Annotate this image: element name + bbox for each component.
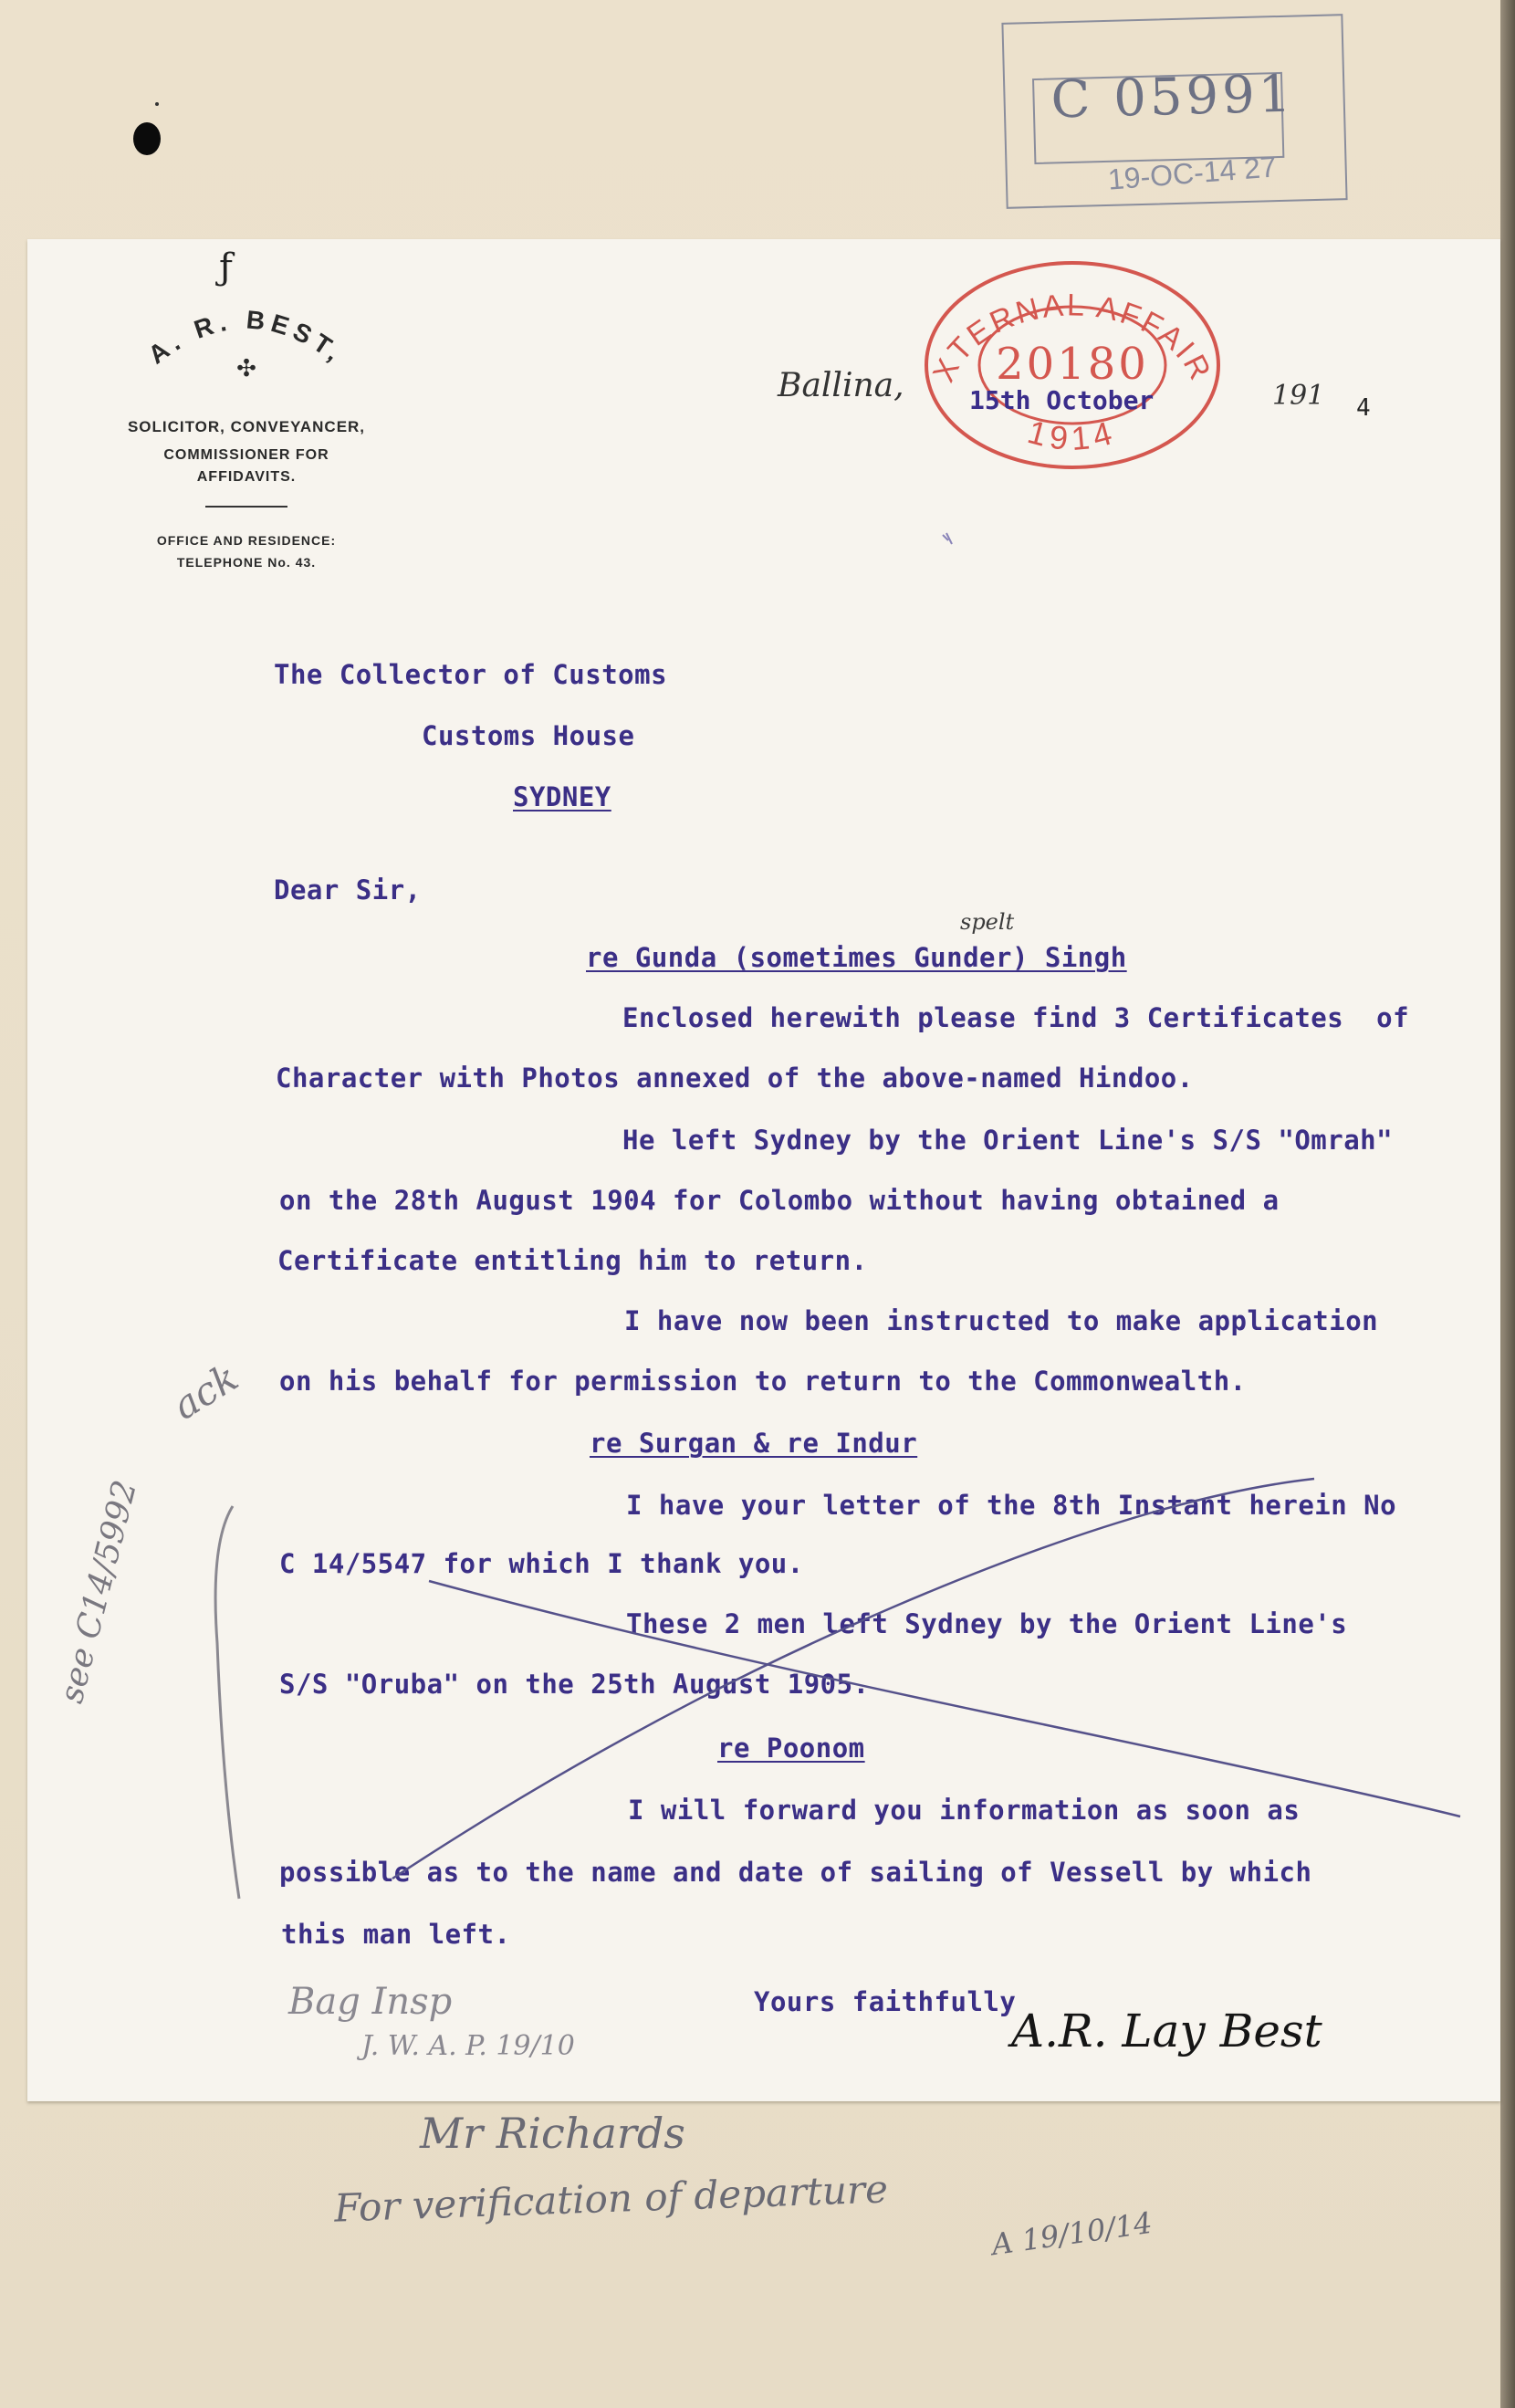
s1-para1-line2: Character with Photos annexed of the above-named Hindoo. xyxy=(276,1063,1194,1094)
salutation: Dear Sir, xyxy=(274,874,422,906)
heading-poonom: re Poonom xyxy=(717,1733,865,1764)
s2-para1-line2: C 14/5547 for which I thank you. xyxy=(279,1548,804,1579)
dateline-year-printed: 191 xyxy=(1272,380,1325,412)
dateline-year-typed: 4 xyxy=(1356,394,1371,422)
letterhead-line-2: COMMISSIONER FOR xyxy=(163,447,329,463)
address-line-3: SYDNEY xyxy=(513,781,611,812)
letterhead-line-3: AFFIDAVITS. xyxy=(196,469,297,485)
s3-para1-line3: this man left. xyxy=(281,1919,511,1950)
insert-spelt: spelt xyxy=(960,909,1015,935)
ea-stamp-number: 20180 xyxy=(996,339,1149,390)
ea-stamp-top: XTERNAL AFFAIR xyxy=(925,288,1219,388)
address-line-1: The Collector of Customs xyxy=(274,659,668,690)
registry-date: 19-OC-14 27 xyxy=(1106,150,1278,196)
letterhead-line-4: OFFICE AND RESIDENCE: xyxy=(156,533,337,548)
s2-para2-line2: S/S "Oruba" on the 25th August 1905. xyxy=(279,1669,870,1700)
s3-para1-line2: possible as to the name and date of sailing of Vessell by which xyxy=(279,1857,1312,1888)
dateline-place: Ballina, xyxy=(778,367,904,404)
dateline-date: 15th October xyxy=(969,385,1155,415)
punch-hole xyxy=(133,122,161,155)
s2-para1-line1: I have your letter of the 8th Instant herein No xyxy=(626,1490,1397,1521)
margin-see-reference: see C14/5992 xyxy=(53,1476,145,1707)
letterhead-line-5: TELEPHONE No. 43. xyxy=(176,555,317,570)
s1-para2-line1: He left Sydney by the Orient Line's S/S "Omrah" xyxy=(622,1125,1394,1156)
pin-mark: ƒ xyxy=(219,246,233,288)
signature: A.R. Lay Best xyxy=(1011,2005,1322,2057)
s1-para1-line1: Enclosed herewith please find 3 Certificates of xyxy=(622,1002,1410,1033)
heading-gunda-singh: re Gunda (sometimes Gunder) Singh xyxy=(586,942,1127,973)
registry-number: C 05991 xyxy=(1050,64,1296,131)
external-affairs-stamp xyxy=(917,251,1228,479)
ea-stamp-year: 1914 xyxy=(1023,413,1122,458)
letterhead-line-1: SOLICITOR, CONVEYANCER, xyxy=(127,418,366,435)
s1-para3-line2: on his behalf for permission to return to the Commonwealth. xyxy=(279,1366,1247,1397)
margin-ack: ack xyxy=(164,1355,246,1429)
note-line-1: Mr Richards xyxy=(420,2109,685,2158)
ink-dot xyxy=(155,102,159,106)
page-edge xyxy=(1500,0,1515,2408)
s1-para2-line3: Certificate entitling him to return. xyxy=(277,1245,868,1276)
bag-insp-note: Bag Insp xyxy=(288,1981,453,2023)
s1-para2-line2: on the 28th August 1904 for Colombo without having obtained a xyxy=(279,1185,1280,1216)
s1-para3-line1: I have now been instructed to make application xyxy=(624,1305,1379,1336)
s3-para1-line1: I will forward you information as soon as xyxy=(628,1795,1301,1826)
note-initials: A 19/10/14 xyxy=(989,2204,1155,2263)
address-line-2: Customs House xyxy=(422,720,635,751)
letterhead-name xyxy=(128,301,365,393)
bag-insp-initials: J. W. A. P. 19/10 xyxy=(361,2030,575,2062)
s2-para2-line1: These 2 men left Sydney by the Orient Line's xyxy=(626,1608,1348,1639)
closing: Yours faithfully xyxy=(754,1986,1017,2017)
heading-surgan-indur: re Surgan & re Indur xyxy=(590,1428,918,1459)
letterhead-rule xyxy=(205,506,287,508)
ornament-icon: ✣ xyxy=(236,355,256,382)
note-line-2: For verification of departure xyxy=(333,2166,889,2231)
svg-text:1914 xyxy=(1024,413,1121,457)
letterhead-name-text: A. R. BEST, xyxy=(142,305,350,370)
registry-stamp xyxy=(1001,14,1347,209)
